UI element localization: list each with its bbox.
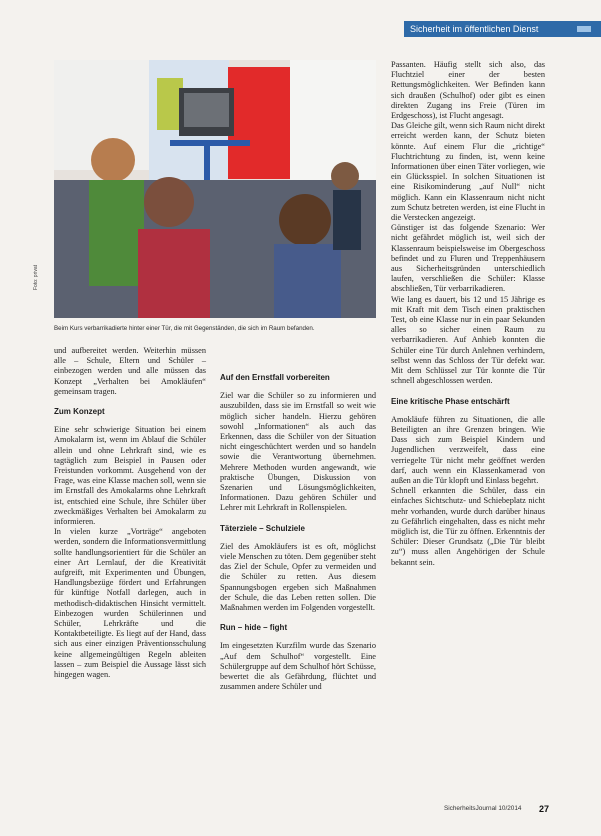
right-paragraph-5: Amokläufe führen zu Situationen, die alle Beteiligten an ihre Grenzen bringen. Wie Dass sich zum Beispiel Kindern und Jugendlichen verzweifelt, dass eine verriegelte Tür nicht mehr geöffnet werden darf, auch wenn ein Klassenkamerad von außen an die Tür klopft und Einlass begehrt. — [391, 414, 545, 485]
right-paragraph-6: Schnell erkannten die Schüler, dass ein einfaches Sichtschutz- und Schiebeplatz nicht mehr vorhanden, wurde durch darüber hinaus zu Gefährlich eingehalten, dass es nicht mehr möglich ist, die Tür zu öffnen. Erkenntnis der Schüler: Dieser Grundsatz („Die Tür bleibt zu“) muss allen Angehörigen der Schule bekannt sein. — [391, 486, 545, 567]
photo-caption: Beim Kurs verbarrikadierte hinter einer Tür, die mit Gegenständen, die sich im Raum befanden. — [54, 325, 315, 332]
right-paragraph-4: Wie lang es dauert, bis 12 und 15 Jährige es mit Kraft mit dem Tisch einen praktischen Test, ob eine Klasse nur in ein paar Sekunden alles so sicher einen Raum zu verbarrikadieren. Auf Anhieb konnten die Schüler eine Tür durch Anlehnen verhindern, selbst wenn das Schloss der Tür defekt war. Mit dem Schlüssel zur Tür konnte die Tür schnell abgeschlossen werden. — [391, 294, 545, 386]
left-paragraph-1: Eine sehr schwierige Situation bei einem Amokalarm ist, wenn im Ablauf die Schüler allein und ohne Lehrkraft sind, wie es tagtäglich zum Beispiel in Pausen oder Freistunden vorkommt. Ausgehend von der Frage, was eine Klasse machen soll, wenn sie im Ernstfall des Amokalarms ohne Lehrkraft ist, entschied eine Schule, ihre Schüler über zweckmäßiges Verhalten bei Amokalarm zu informieren. — [54, 425, 206, 527]
mid-heading-2: Täterziele – Schulziele — [220, 523, 305, 533]
mid-paragraph-1: Ziel war die Schüler so zu informieren und auszubilden, dass sie im Ernstfall so weit wie möglich sicher handeln. Hierzu gehören sowohl „Informationen“ als auch das Erkennen, dass die Schüler von der Situation nicht eingeschüchtert werden und so handeln sowie die Verantwortung übernehmen. Mehrere Methoden wurden angewandt, wie praktische Übungen, Diskussion von Szenarien und Lösungsmöglichkeiten, Informationen. Dazu gehören Schüler und Lehrer mit Lehrkraft in Rollenspielen. — [220, 391, 376, 513]
right-paragraph-3: Günstiger ist das folgende Szenario: Wer nicht gefährdet möglich ist, weil sich der Klassenraum beispielsweise im Obergeschoss befindet und zu Fluren und Treppenhäusern aus Sicherheitsgründen unterschiedlich laufen, verschließen die Schüler: Klasse abschließen, Tür verbarrikadieren. — [391, 223, 545, 294]
mid-paragraph-2: Ziel des Amokläufers ist es oft, möglichst viele Menschen zu töten. Dem gegenüber steht das Ziel der Schule, Opfer zu vermeiden und die Schüler zu retten. Aus diesem Spannungsbogen ergeben sich Maßnahmen der Schule, die das Leben retten sollen. Die Maßnahmen werden im Folgenden vorgestellt. — [220, 541, 376, 613]
right-column — [391, 60, 545, 568]
section-title: Sicherheit im öffentlichen Dienst — [410, 24, 539, 34]
right-paragraph-1: Passanten. Häufig stellt sich also, das Fluchtziel einer der besten Rettungsmöglichkeiten. Wer Befinden kann sich draußen (Schulhof) oder gibt es einen direkten Zugang ins Freie (Türen im Erdgeschoss), ist Flucht angesagt. — [391, 60, 545, 121]
mid-paragraph-3: Im eingesetzten Kurzfilm wurde das Szenario „Auf dem Schulhof“ vorgestellt. Eine Schülergruppe auf dem Schulhof hört Schüsse, bewertet die als Gefährdung, flüchtet und zusammen andere Schüler und — [220, 641, 376, 692]
right-heading: Eine kritische Phase entschärft — [391, 396, 510, 406]
mid-heading-3: Run – hide – fight — [220, 623, 288, 633]
photo-credit: Foto: privat — [33, 264, 39, 290]
left-paragraph-2: In vielen kurze „Vorträge“ angeboten werden, sondern die Informationsvermittlung sollte handlungsorientiert für die Schüler an einer Art Lernlauf, der die Kreativität aufgreift, mit Experimenten und Übungen, Handlungsbezüge fördert und Erfahrungen für künftige Notfall darlegen, auch in methodisch-didaktischen Hinsicht vermittelt. Einbezogen wurden Schülerinnen und Schüler, Lehrkräfte und die Kontaktbeteiligte. Es liegt auf der Hand, dass sich aus einer einzigen Präventionsschulung keine allgemeingültigen Regeln ableiten lassen – zum Beispiel die Aussage lässt sich hingegen wagen. — [54, 527, 206, 680]
header-accent — [577, 26, 591, 32]
left-heading: Zum Konzept — [54, 407, 105, 417]
right-paragraph-2: Das Gleiche gilt, wenn sich Raum nicht direkt erreicht werden kann, der Schutz bieten könnte. Auf einem Flur die „richtige“ Fluchtrichtung zu finden, ist, wenn keine Informationen über einen Täter vorliegen, wie ein Glücksspiel. In solchen Situationen ist eine Risikominderung „auf Null“ nicht möglich. Kann ein Klassenraum nicht nicht zum Schutz betreten werden, ist eine Flucht in die Verstecken angezeigt. — [391, 121, 545, 223]
classroom-photo — [54, 60, 376, 318]
left-intro: und aufbereitet werden. Weiterhin müssen alle – Schule, Eltern und Schüler – einbezogen werden und alle müssen das Konzept „Verhalten bei Amokläufen“ gemeinsam tragen. — [54, 346, 206, 396]
left-column — [54, 346, 206, 680]
footer-text: SicherheitsJournal 10/2014 — [444, 805, 522, 812]
mid-heading-1: Auf den Ernstfall vorbereiten — [220, 373, 330, 382]
middle-column — [220, 363, 376, 692]
page-number: 27 — [539, 804, 550, 814]
